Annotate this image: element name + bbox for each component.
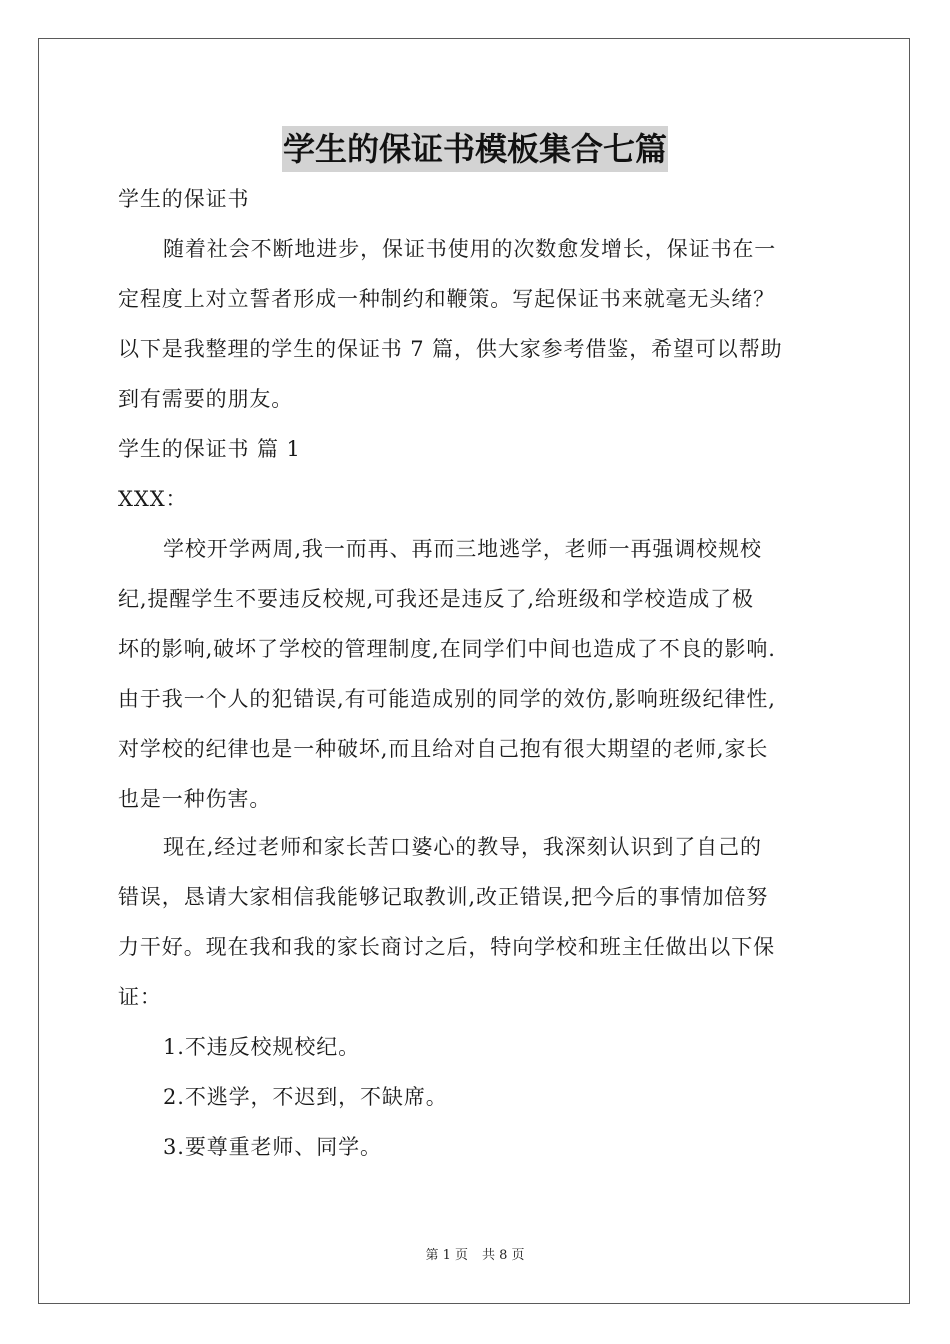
page-footer <box>0 1247 950 1265</box>
document-title-text: 学生的保证书模板集合七篇 <box>282 126 668 172</box>
salutation: XXX： <box>118 487 188 511</box>
document-title <box>0 126 950 172</box>
paragraph-line: 学校开学两周,我一而再、再而三地逃学，老师一再强调校规校 <box>163 537 762 561</box>
page-total: 共 8 页 <box>482 1248 525 1263</box>
list-item: 2.不逃学，不迟到，不缺席。 <box>163 1085 448 1109</box>
paragraph-line: 也是一种伤害。 <box>118 787 272 811</box>
list-item: 3.要尊重老师、同学。 <box>163 1135 382 1159</box>
paragraph-line: 证： <box>118 985 162 1009</box>
list-item: 1.不违反校规校纪。 <box>163 1035 361 1059</box>
paragraph-line: 力干好。现在我和我的家长商讨之后，特向学校和班主任做出以下保 <box>118 935 775 959</box>
paragraph-line: 对学校的纪律也是一种破坏,而且给对自己抱有很大期望的老师,家长 <box>118 737 769 761</box>
paragraph-line: 以下是我整理的学生的保证书 7 篇，供大家参考借鉴，希望可以帮助 <box>118 337 783 361</box>
page-number: 第 1 页 <box>425 1248 468 1263</box>
paragraph-line: 坏的影响,破坏了学校的管理制度,在同学们中间也造成了不良的影响. <box>118 637 776 661</box>
page-border <box>38 38 910 1304</box>
section-heading: 学生的保证书 篇 1 <box>118 437 301 461</box>
paragraph-line: 错误，恳请大家相信我能够记取教训,改正错误,把今后的事情加倍努 <box>118 885 769 909</box>
paragraph-line: 现在,经过老师和家长苦口婆心的教导，我深刻认识到了自己的 <box>163 835 762 859</box>
paragraph-line: 随着社会不断地进步，保证书使用的次数愈发增长，保证书在一 <box>163 237 777 261</box>
paragraph-line: 到有需要的朋友。 <box>118 387 294 411</box>
section-heading: 学生的保证书 <box>118 187 250 211</box>
paragraph-line: 由于我一个人的犯错误,有可能造成别的同学的效仿,影响班级纪律性, <box>118 687 776 711</box>
paragraph-line: 定程度上对立誓者形成一种制约和鞭策。写起保证书来就毫无头绪？ <box>118 287 775 311</box>
paragraph-line: 纪,提醒学生不要违反校规,可我还是违反了,给班级和学校造成了极 <box>118 587 754 611</box>
